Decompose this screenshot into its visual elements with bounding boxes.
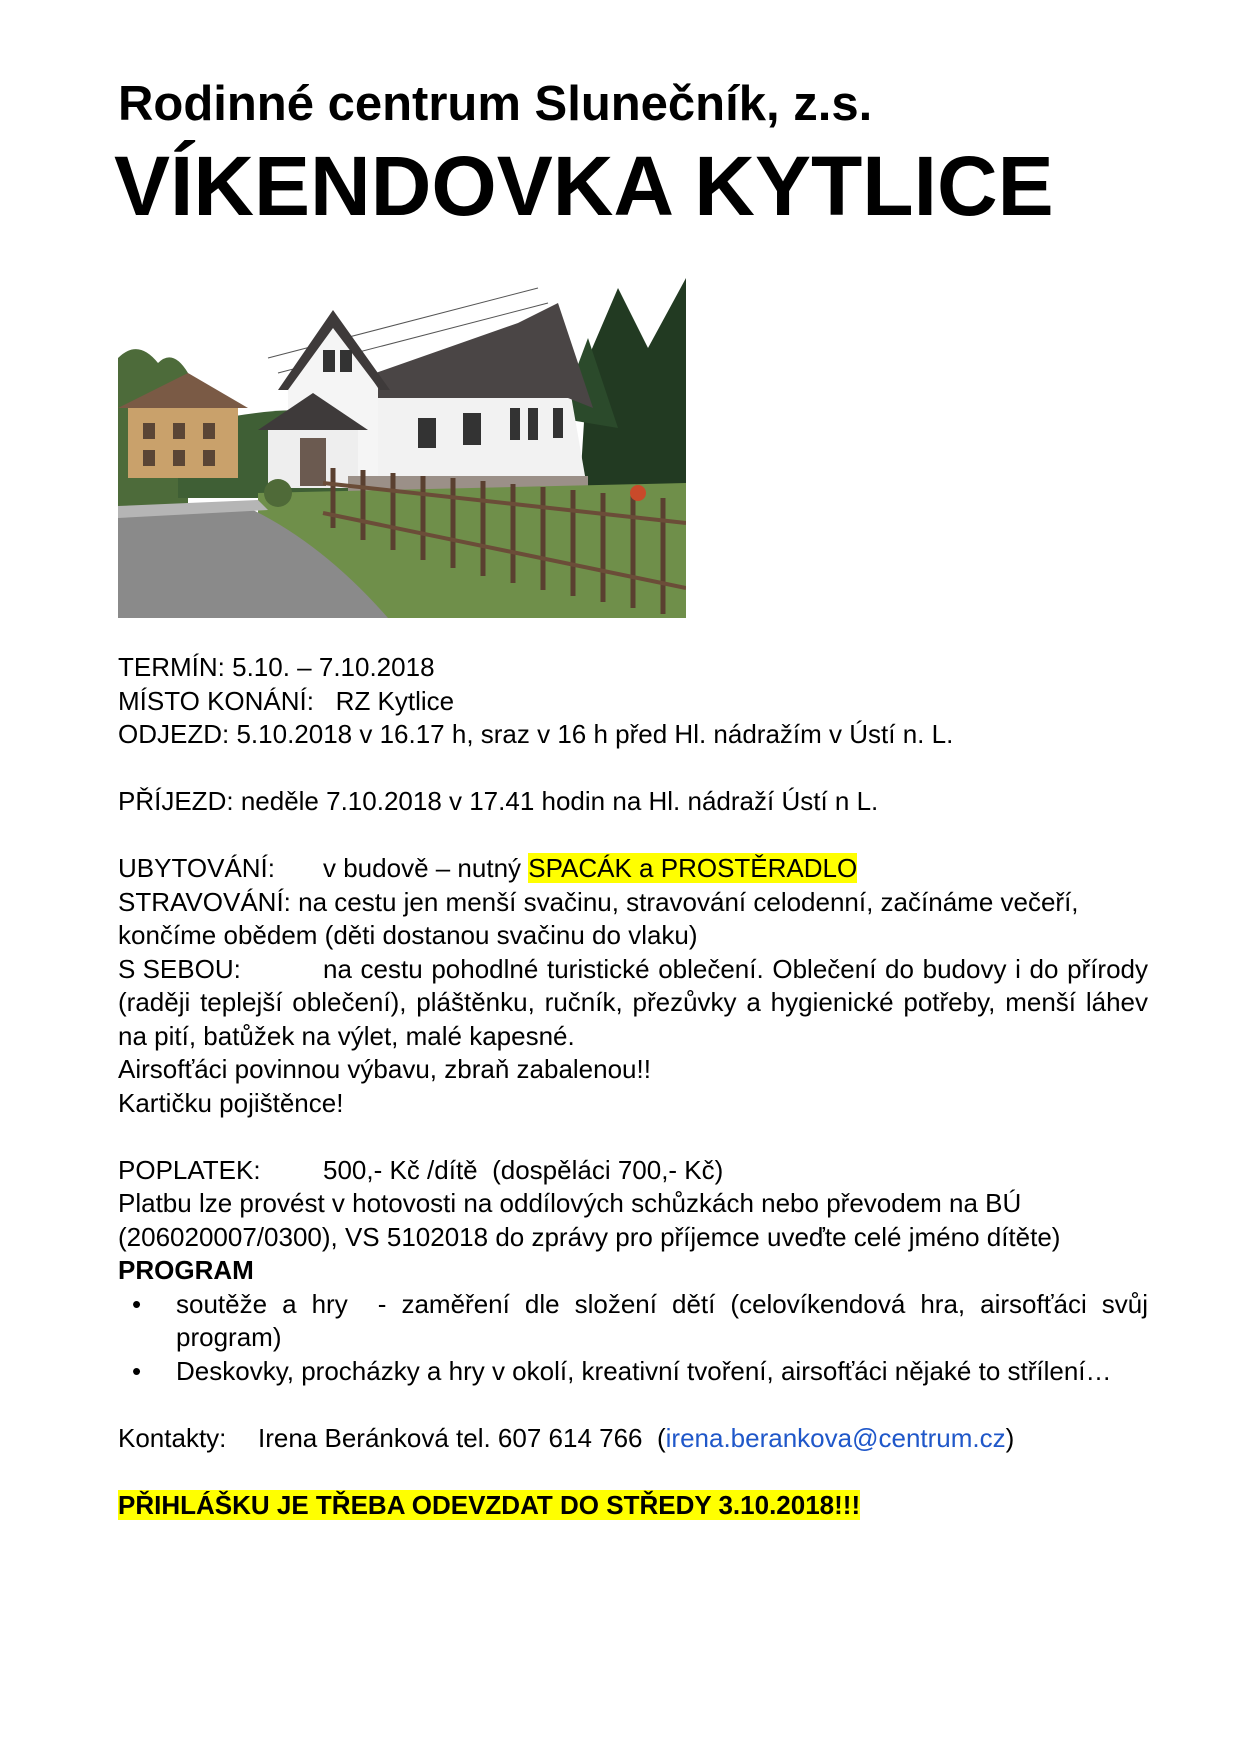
stravovani-value: na cestu jen menší svačinu, stravování celodenní, začínáme večeří, končíme obědem (děti dostanou svačinu do vlaku) xyxy=(118,886,1079,950)
sebou-label: S SEBOU: xyxy=(118,953,241,984)
stravovani-label: STRAVOVÁNÍ: xyxy=(118,886,291,917)
event-details xyxy=(118,651,1156,1522)
ubytovani-line xyxy=(118,852,1148,886)
misto-line xyxy=(118,685,1148,719)
contact-close-paren: ) xyxy=(1005,1422,1015,1453)
contact-line xyxy=(118,1422,1148,1456)
house-photo xyxy=(118,278,686,618)
prijezd-label: PŘÍJEZD: xyxy=(118,786,234,816)
contact-label: Kontakty: xyxy=(118,1422,227,1453)
program-item xyxy=(118,1355,1148,1389)
termin-label: TERMÍN: xyxy=(118,652,225,682)
event-title: VÍKENDOVKA KYTLICE xyxy=(114,139,1054,233)
airsoft-note: Airsofťáci povinnou výbavu, zbraň zabalenou!! xyxy=(118,1054,651,1084)
termin-line xyxy=(118,651,1148,685)
deadline-line xyxy=(118,1489,1148,1523)
ubytovani-label: UBYTOVÁNÍ: xyxy=(118,853,276,883)
program-item-text: soutěže a hry - zaměření dle složení dětí (celovíkendová hra, airsofťáci svůj program) xyxy=(176,1288,1156,1352)
misto-value: RZ Kytlice xyxy=(335,685,455,716)
poplatek-value: 500,- Kč /dítě (dospěláci 700,- Kč) xyxy=(323,1154,724,1185)
insurance-note: Kartičku pojištěnce! xyxy=(118,1087,344,1118)
sebou-line xyxy=(118,953,1148,1054)
program-heading: PROGRAM xyxy=(118,1255,254,1285)
ubytovani-highlight: SPACÁK a PROSTĚRADLO xyxy=(528,853,858,883)
poplatek-line xyxy=(118,1154,1148,1188)
program-item xyxy=(118,1288,1156,1355)
odjezd-label: ODJEZD: xyxy=(118,719,230,749)
ubytovani-value: v budově – nutný xyxy=(323,853,522,883)
poplatek-label: POPLATEK: xyxy=(118,1154,261,1185)
misto-label: MÍSTO KONÁNÍ: xyxy=(118,685,314,716)
prijezd-line xyxy=(118,785,1148,819)
odjezd-value: 5.10.2018 v 16.17 h, sraz v 16 h před Hl. nádražím v Ústí n. L. xyxy=(236,719,954,749)
bullet-icon: • xyxy=(132,1288,142,1319)
program-list xyxy=(118,1288,1156,1389)
contact-open-paren: ( xyxy=(656,1422,666,1453)
payment-note: Platbu lze provést v hotovosti na oddílových schůzkách nebo převodem na BÚ (206020007/0300), VS 5102018 do zprávy pro příjemce uveďte celé jméno dítěte) xyxy=(118,1188,1061,1252)
contact-email-link[interactable]: irena.berankova@centrum.cz xyxy=(665,1422,1006,1453)
stravovani-line xyxy=(118,886,1148,953)
sebou-value: na cestu pohodlné turistické oblečení. Oblečení do budovy i do přírody (raději teplejší oblečení), pláštěnku, ručník, přezůvky a hygienické potřeby, menší láhev na pití, batůžek na výlet, malé kapesné. xyxy=(118,953,1148,1051)
bullet-icon: • xyxy=(132,1355,142,1386)
program-item-text: Deskovky, procházky a hry v okolí, kreativní tvoření, airsofťáci nějaké to střílení… xyxy=(176,1355,1112,1386)
prijezd-value: neděle 7.10.2018 v 17.41 hodin na Hl. nádraží Ústí n L. xyxy=(240,786,879,816)
organization-title: Rodinné centrum Slunečník, z.s. xyxy=(118,77,873,131)
deadline-notice: PŘIHLÁŠKU JE TŘEBA ODEVZDAT DO STŘEDY 3.10.2018!!! xyxy=(118,1489,861,1520)
odjezd-line xyxy=(118,718,1148,752)
termin-value: 5.10. – 7.10.2018 xyxy=(232,652,435,682)
contact-person: Irena Beránková tel. 607 614 766 xyxy=(258,1422,643,1453)
